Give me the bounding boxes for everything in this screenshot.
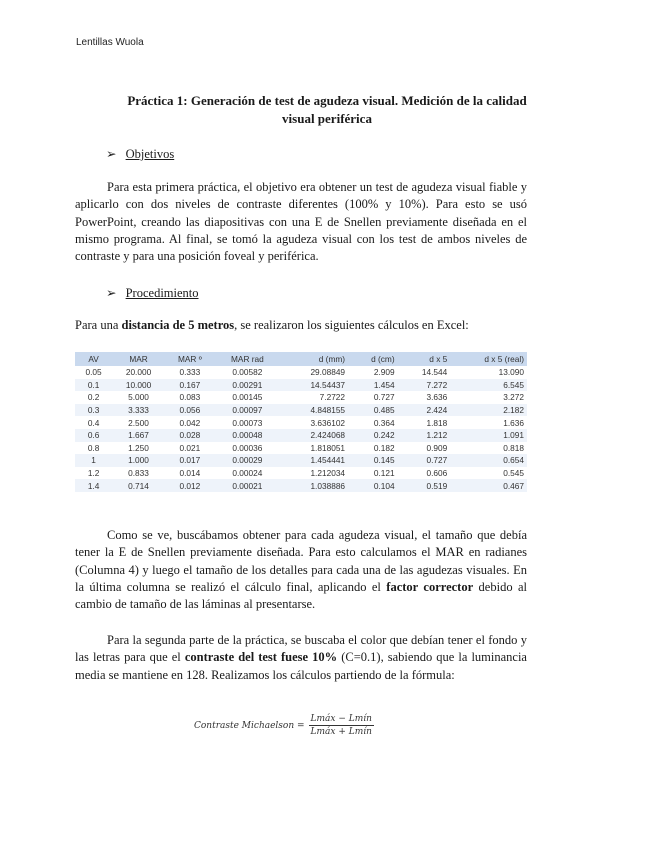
table-cell: 3.333 bbox=[112, 404, 165, 417]
table-row bbox=[75, 379, 527, 392]
col-header: d (mm) bbox=[280, 352, 348, 366]
page-header-author: Lentillas Wuola bbox=[76, 37, 144, 48]
table-cell: 2.424068 bbox=[280, 429, 348, 442]
document-title bbox=[72, 92, 582, 128]
table-cell: 1.454441 bbox=[280, 454, 348, 467]
table-cell: 1.250 bbox=[128, 442, 149, 453]
table-cell: 0.4 bbox=[87, 417, 100, 428]
table-cell: 0.364 bbox=[373, 417, 395, 428]
col-header: d x 5 bbox=[398, 352, 451, 366]
table-cell: 0.00291 bbox=[215, 379, 280, 392]
explanation-paragraph bbox=[75, 527, 527, 613]
table-cell: 0.00097 bbox=[215, 404, 280, 417]
calculation-table bbox=[75, 352, 527, 492]
table-cell: 0.242 bbox=[348, 429, 398, 442]
section-label: Procedimiento bbox=[125, 286, 199, 300]
table-row bbox=[75, 404, 527, 417]
table-cell: 0.00073 bbox=[232, 417, 263, 428]
table-cell: 0.3 bbox=[75, 404, 112, 417]
table-cell: 3.636102 bbox=[310, 417, 346, 428]
col-header: MAR bbox=[112, 352, 165, 366]
table-cell: 1.000 bbox=[112, 454, 165, 467]
table-cell: 2.424 bbox=[398, 404, 451, 417]
table-cell: 0.056 bbox=[165, 404, 215, 417]
col-header: AV bbox=[75, 352, 112, 366]
table-cell: 1.212034 bbox=[310, 468, 346, 479]
table-cell: 0.8 bbox=[87, 442, 100, 453]
table-cell: 0.333 bbox=[179, 367, 201, 378]
table-cell: 0.00582 bbox=[232, 367, 263, 378]
table-cell: 0.028 bbox=[165, 429, 215, 442]
table-cell: 0.042 bbox=[179, 417, 201, 428]
table-cell: 0.182 bbox=[373, 442, 395, 453]
table-cell: 1 bbox=[75, 454, 112, 467]
table-cell: 1.091 bbox=[450, 429, 527, 442]
table-cell: 0.00029 bbox=[215, 454, 280, 467]
table-cell: 1.818 bbox=[426, 417, 448, 428]
table-cell: 0.2 bbox=[87, 392, 100, 403]
table-row bbox=[75, 479, 527, 492]
table-cell: 1.2 bbox=[87, 468, 100, 479]
table-cell: 0.727 bbox=[373, 392, 395, 403]
table-cell: 0.727 bbox=[398, 454, 451, 467]
table-cell: 0.909 bbox=[426, 442, 448, 453]
arrow-bullet-icon: ➢ bbox=[106, 147, 117, 161]
arrow-bullet-icon: ➢ bbox=[106, 286, 117, 300]
table-cell: 0.00021 bbox=[215, 479, 280, 492]
formula-denominator: Lmáx + Lmín bbox=[310, 727, 372, 737]
table-cell: 1.454 bbox=[348, 379, 398, 392]
formula-numerator: Lmáx − Lmín bbox=[310, 714, 372, 724]
table-cell: 0.00024 bbox=[232, 468, 263, 479]
table-cell: 0.012 bbox=[165, 479, 215, 492]
table-cell: 4.848155 bbox=[280, 404, 348, 417]
intro-pre: Para una bbox=[75, 318, 122, 332]
table-header-row bbox=[75, 352, 527, 366]
table-row bbox=[75, 442, 527, 455]
table-cell: 1.4 bbox=[75, 479, 112, 492]
table-cell: 0.833 bbox=[128, 468, 149, 479]
table-cell: 1.636 bbox=[503, 417, 524, 428]
table-cell: 0.021 bbox=[179, 442, 201, 453]
table-row bbox=[75, 366, 527, 379]
objectives-paragraph: Para esta primera práctica, el objetivo era obtener un test de agudeza visual fiable y aplicarlo con dos niveles de contraste diferentes (100% y 10%). Para esto se usó PowerPoint, creando las diapositivas con una E de Snellen previamente diseñada en el mismo programa. Al final, se tomó la agudeza visual con los test de ambos niveles de contraste y para una posición foveal y periférica. bbox=[75, 180, 527, 264]
table-cell: 10.000 bbox=[112, 379, 165, 392]
table-cell: 20.000 bbox=[125, 367, 152, 378]
table-cell: 2.182 bbox=[450, 404, 527, 417]
michelson-contrast-formula bbox=[194, 714, 374, 737]
col-header: d (cm) bbox=[348, 352, 398, 366]
table-cell: 7.2722 bbox=[319, 392, 346, 403]
table-cell: 14.54437 bbox=[280, 379, 348, 392]
table-cell: 1.818051 bbox=[310, 442, 346, 453]
para2-bold: factor corrector bbox=[386, 579, 474, 594]
table-cell: 0.083 bbox=[179, 392, 201, 403]
table-cell: 1.667 bbox=[112, 429, 165, 442]
para3-post: (C=0.1), sabiendo que la luminancia media se mantiene en 128. Realizamos los cálculos partiendo de la fórmula: bbox=[75, 650, 527, 682]
table-cell: 0.545 bbox=[503, 468, 524, 479]
section-heading-objetivos bbox=[106, 146, 174, 162]
para3-bold: contraste del test fuese 10% bbox=[184, 650, 338, 665]
table-cell: 0.00145 bbox=[232, 392, 263, 403]
intro-bold: distancia de 5 metros bbox=[121, 318, 235, 332]
table-cell: 13.090 bbox=[498, 367, 524, 378]
title-line-1: Práctica 1: Generación de test de agudeza visual. Medición de la calidad bbox=[127, 93, 527, 108]
table-row bbox=[75, 429, 527, 442]
formula-lhs: Contraste Michaelson = bbox=[194, 720, 305, 731]
table-cell: 0.818 bbox=[503, 442, 524, 453]
table-cell: 0.05 bbox=[85, 367, 102, 378]
table-cell: 6.545 bbox=[450, 379, 527, 392]
table-cell: 2.500 bbox=[128, 417, 149, 428]
table-row bbox=[75, 454, 527, 467]
table-cell: 2.909 bbox=[373, 367, 395, 378]
table-cell: 0.014 bbox=[179, 468, 201, 479]
table-cell: 0.519 bbox=[398, 479, 451, 492]
para2-text: Como se ve, buscábamos obtener para cada agudeza visual, el tamaño que debía tener la E de Snellen previamente diseñada. Para esto calculamos el MAR en radianes (Columna 4) y luego el tamaño de los detalles para cada una de las agudezas visuales. En la última columna se realizó el cálculo final, aplicando el bbox=[75, 528, 527, 594]
para2-post: debido al cambio de tamaño de las láminas al presentarse. bbox=[75, 579, 528, 612]
table-cell: 14.544 bbox=[421, 367, 448, 378]
section-heading-procedimiento bbox=[106, 285, 199, 301]
table-row bbox=[75, 416, 527, 429]
table-intro-text bbox=[75, 318, 469, 333]
table-row bbox=[75, 467, 527, 480]
formula-fraction bbox=[309, 714, 374, 737]
intro-post: , se realizaron los siguientes cálculos en Excel: bbox=[234, 318, 469, 332]
para3-text: Para la segunda parte de la práctica, se buscaba el color que debían tener el fondo y las letras para que el bbox=[75, 633, 527, 665]
table-cell: 0.00036 bbox=[232, 442, 263, 453]
table-cell: 0.1 bbox=[75, 379, 112, 392]
table-cell: 0.167 bbox=[165, 379, 215, 392]
table-row bbox=[75, 391, 527, 404]
title-line-2: visual periférica bbox=[282, 111, 372, 126]
col-header: MAR º bbox=[165, 352, 215, 366]
table-cell: 0.00048 bbox=[215, 429, 280, 442]
table-cell: 7.272 bbox=[398, 379, 451, 392]
table-cell: 0.017 bbox=[165, 454, 215, 467]
table-cell: 3.636 bbox=[426, 392, 448, 403]
table-cell: 0.104 bbox=[348, 479, 398, 492]
table-cell: 0.145 bbox=[348, 454, 398, 467]
table-cell: 0.485 bbox=[348, 404, 398, 417]
col-header: d x 5 (real) bbox=[450, 352, 527, 366]
contrast-paragraph bbox=[75, 632, 527, 684]
table-cell: 0.606 bbox=[426, 468, 448, 479]
table-cell: 5.000 bbox=[128, 392, 149, 403]
table-cell: 0.6 bbox=[75, 429, 112, 442]
table-cell: 1.212 bbox=[398, 429, 451, 442]
table-cell: 0.121 bbox=[373, 468, 395, 479]
section-label: Objetivos bbox=[125, 147, 175, 161]
table-cell: 0.654 bbox=[450, 454, 527, 467]
table-cell: 3.272 bbox=[503, 392, 524, 403]
table-cell: 1.038886 bbox=[280, 479, 348, 492]
col-header: MAR rad bbox=[215, 352, 280, 366]
table-cell: 29.08849 bbox=[310, 367, 346, 378]
table-cell: 0.467 bbox=[450, 479, 527, 492]
table-cell: 0.714 bbox=[112, 479, 165, 492]
